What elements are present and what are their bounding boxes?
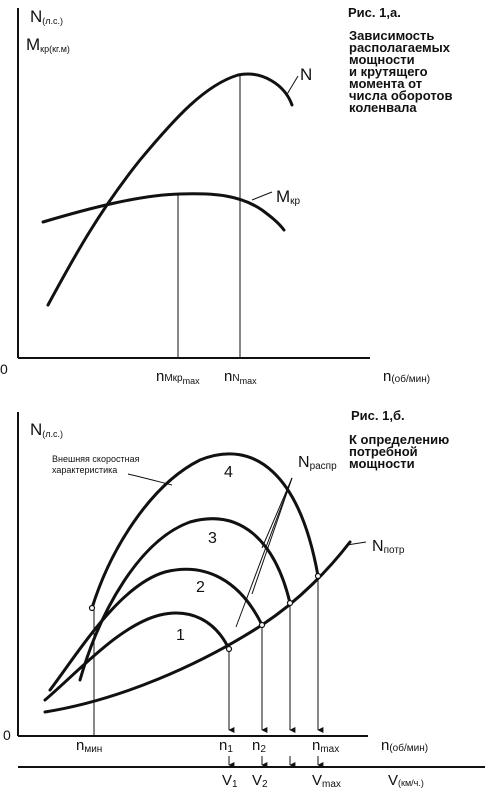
fig1-origin: 0 [0, 361, 8, 377]
ext-char-label-1: Внешняя скоростная [52, 454, 140, 464]
tick-vmax: Vmax [312, 772, 341, 790]
n-potr-label: Nпотр [372, 538, 405, 556]
curve-m-leader [252, 192, 272, 200]
power-curve-3 [80, 519, 290, 680]
svg-text:Зависимость: Зависимость [349, 28, 435, 43]
fig1-y-label-m: Mкр(кг.м) [26, 35, 70, 54]
n-rasp-leader-1 [236, 478, 292, 627]
curve-4-start-dot [90, 606, 95, 611]
fig2-x-label: n(об/мин) [381, 737, 429, 754]
fig2-origin: 0 [3, 727, 11, 743]
fig2-y-label: N(л.с.) [30, 420, 64, 439]
curve-label-2: 2 [196, 579, 205, 596]
tick-v2: V2 [252, 772, 268, 790]
svg-text:потребной: потребной [349, 444, 418, 459]
curve-n [48, 74, 292, 305]
intersection-4 [316, 574, 321, 579]
fig1-caption-body [349, 28, 452, 115]
tick-v1: V1 [222, 772, 238, 790]
ext-char-label-2: характеристика [52, 465, 118, 475]
curve-n-label: N [300, 65, 313, 84]
velocity-label: V(км/ч.) [388, 772, 424, 789]
n-rasp-leader-3 [262, 478, 292, 548]
figure-1b [3, 408, 485, 790]
svg-text:числа оборотов: числа оборотов [349, 88, 453, 103]
curve-m-label: Mкр [276, 187, 301, 207]
fig1-x-label: n(об/мин) [383, 368, 431, 385]
curve-label-4: 4 [224, 464, 233, 481]
curve-n-potr [45, 542, 350, 712]
curve-n-leader [286, 76, 298, 96]
n-rasp-label: Nраспр [298, 454, 337, 472]
curve-label-3: 3 [208, 530, 217, 547]
tick-n-max: nmax [312, 737, 340, 755]
svg-text:К определению: К определению [349, 432, 450, 447]
intersection-1 [227, 647, 232, 652]
tick-n1: n1 [219, 737, 233, 755]
curve-label-1: 1 [176, 627, 185, 644]
svg-text:коленвала: коленвала [349, 100, 417, 115]
tick-n-n-max: $nN_{max}$ [224, 368, 257, 386]
tick-n-mkr-max: nMкр$_{max}$ [156, 368, 200, 386]
svg-text:и крутящего: и крутящего [349, 64, 428, 79]
svg-text:мощности: мощности [349, 52, 415, 67]
curve-m [43, 194, 284, 230]
fig2-caption-body [349, 432, 449, 471]
tick-n2: n2 [252, 737, 266, 755]
fig1-y-label-n: N(л.с.) [30, 7, 64, 26]
fig2-caption-title: Рис. 1,б. [351, 408, 405, 423]
fig1-caption-title: Рис. 1,а. [348, 5, 401, 20]
intersection-3 [288, 601, 293, 606]
intersection-2 [260, 623, 265, 628]
figure-1a [0, 5, 452, 386]
svg-text:момента от: момента от [349, 76, 423, 91]
svg-text:мощности: мощности [349, 456, 415, 471]
tick-n-min: nмин [76, 737, 103, 755]
svg-text:располагаемых: располагаемых [349, 40, 451, 55]
